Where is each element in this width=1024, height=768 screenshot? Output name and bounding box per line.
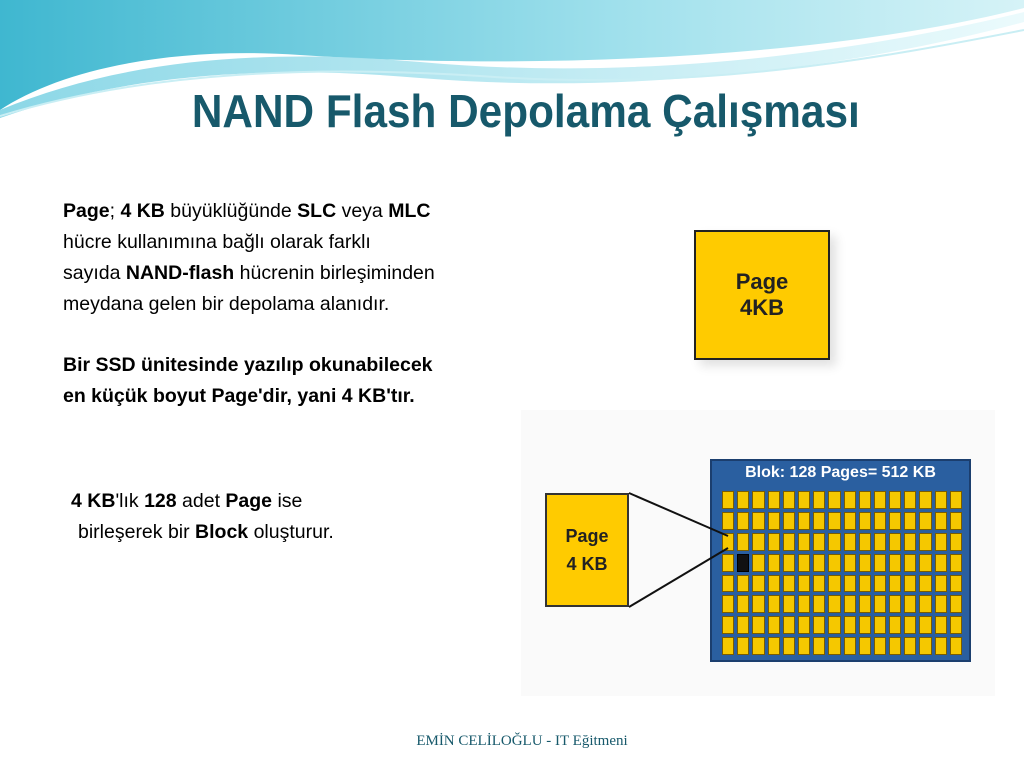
page-cell bbox=[844, 575, 856, 593]
term-4kb: 4 KB bbox=[120, 200, 165, 222]
page-cell bbox=[813, 512, 825, 530]
page-cell bbox=[859, 575, 871, 593]
page-cell bbox=[919, 491, 931, 509]
page-cell bbox=[737, 575, 749, 593]
page-cell bbox=[889, 533, 901, 551]
page-cell bbox=[844, 637, 856, 655]
text-run: ise bbox=[272, 490, 303, 512]
page-cell bbox=[844, 595, 856, 613]
page-cell bbox=[889, 637, 901, 655]
page-cell bbox=[950, 491, 962, 509]
page-cell bbox=[859, 491, 871, 509]
page-cell bbox=[919, 512, 931, 530]
page-cell bbox=[904, 616, 916, 634]
page-cell bbox=[859, 616, 871, 634]
text-run: veya bbox=[336, 200, 389, 222]
page-cell bbox=[783, 616, 795, 634]
page-cell bbox=[722, 512, 734, 530]
page-cell bbox=[752, 512, 764, 530]
page-box-size: 4KB bbox=[739, 295, 784, 320]
page-cell bbox=[768, 533, 780, 551]
text-run: hücrenin birleşiminden bbox=[234, 262, 435, 284]
page-cell bbox=[768, 512, 780, 530]
page-cell bbox=[889, 491, 901, 509]
page-cell bbox=[828, 595, 840, 613]
page-cell bbox=[874, 554, 886, 572]
page-cell bbox=[737, 512, 749, 530]
page-cell bbox=[844, 616, 856, 634]
page-cell bbox=[798, 533, 810, 551]
term-4kb: 4 KB bbox=[71, 490, 116, 512]
page-box-label: Page bbox=[735, 269, 789, 294]
page-cell bbox=[813, 554, 825, 572]
page-cell bbox=[935, 554, 947, 572]
page-cell bbox=[768, 595, 780, 613]
page-cell bbox=[783, 512, 795, 530]
page-cell bbox=[889, 512, 901, 530]
page-cell bbox=[798, 491, 810, 509]
page-cell bbox=[798, 595, 810, 613]
page-cell bbox=[798, 512, 810, 530]
page-cell bbox=[813, 533, 825, 551]
page-cell bbox=[737, 595, 749, 613]
page-cell bbox=[919, 575, 931, 593]
page-cell bbox=[874, 512, 886, 530]
page-cell bbox=[950, 637, 962, 655]
page-cell bbox=[752, 533, 764, 551]
page-cell bbox=[935, 595, 947, 613]
term-nand-flash: NAND-flash bbox=[125, 262, 235, 284]
text-run: ; bbox=[109, 200, 121, 222]
page-cell bbox=[904, 554, 916, 572]
page-cell bbox=[828, 533, 840, 551]
page-cell bbox=[889, 554, 901, 572]
page-cell bbox=[904, 575, 916, 593]
page-cell bbox=[859, 533, 871, 551]
text-run: hücre kullanımına bağlı olarak farklı bbox=[63, 231, 371, 253]
page-cell bbox=[813, 595, 825, 613]
page-cell bbox=[919, 616, 931, 634]
page-cell bbox=[874, 637, 886, 655]
page-cell bbox=[783, 575, 795, 593]
page-cell bbox=[813, 575, 825, 593]
page-cell bbox=[737, 637, 749, 655]
page-cell bbox=[828, 637, 840, 655]
diagram-block bbox=[710, 459, 971, 662]
page-cell bbox=[828, 575, 840, 593]
page-cell bbox=[722, 616, 734, 634]
page-cell bbox=[752, 575, 764, 593]
page-cell bbox=[783, 637, 795, 655]
slide-footer: EMİN CELİLOĞLU - IT Eğitmeni bbox=[416, 733, 628, 749]
page-cell bbox=[919, 637, 931, 655]
page-cell bbox=[752, 595, 764, 613]
page-cell bbox=[919, 554, 931, 572]
page-cell bbox=[859, 595, 871, 613]
block-description-paragraph bbox=[71, 486, 451, 548]
page-cell bbox=[737, 533, 749, 551]
page-cell bbox=[752, 554, 764, 572]
page-cell bbox=[904, 512, 916, 530]
page-cell bbox=[798, 554, 810, 572]
page-cell bbox=[722, 554, 734, 572]
page-cell bbox=[737, 616, 749, 634]
page-cell bbox=[950, 575, 962, 593]
page-cell bbox=[844, 491, 856, 509]
page-cell bbox=[904, 595, 916, 613]
page-cell bbox=[813, 616, 825, 634]
page-cell bbox=[950, 595, 962, 613]
page-cell bbox=[768, 575, 780, 593]
page-cell bbox=[889, 575, 901, 593]
page-cell bbox=[752, 616, 764, 634]
page-cell bbox=[950, 554, 962, 572]
page-cell bbox=[783, 533, 795, 551]
page-cell bbox=[813, 491, 825, 509]
page-cell bbox=[828, 554, 840, 572]
text-run: büyüklüğünde bbox=[164, 200, 298, 222]
page-cell bbox=[935, 575, 947, 593]
page-cell bbox=[783, 554, 795, 572]
page-cell bbox=[950, 512, 962, 530]
page-cell bbox=[737, 554, 749, 572]
text-run: sayıda bbox=[63, 262, 126, 284]
page-cell bbox=[768, 554, 780, 572]
page-cell bbox=[722, 595, 734, 613]
page-cell bbox=[783, 595, 795, 613]
block-title: Blok: 128 Pages= 512 KB bbox=[745, 464, 936, 481]
page-cell bbox=[919, 533, 931, 551]
term-mlc: MLC bbox=[388, 200, 431, 222]
page-cell bbox=[828, 616, 840, 634]
term-block: Block bbox=[195, 521, 249, 543]
text-line bbox=[71, 521, 334, 543]
page-cell bbox=[935, 616, 947, 634]
page-cell bbox=[828, 491, 840, 509]
text-run: meydana gelen bir depolama alanıdır. bbox=[63, 293, 390, 315]
page-cell bbox=[737, 491, 749, 509]
page-4kb-illustration bbox=[694, 230, 830, 360]
page-cell bbox=[844, 512, 856, 530]
term-page: Page bbox=[63, 200, 110, 222]
text-run: 'lık bbox=[115, 490, 145, 512]
page-cell bbox=[813, 637, 825, 655]
page-cell bbox=[874, 575, 886, 593]
smallest-unit-paragraph bbox=[63, 350, 563, 412]
page-cell bbox=[844, 533, 856, 551]
page-cell bbox=[904, 637, 916, 655]
page-description-paragraph bbox=[63, 196, 563, 320]
text-run: oluşturur. bbox=[248, 521, 334, 543]
page-cell bbox=[828, 512, 840, 530]
page-cell bbox=[722, 533, 734, 551]
page-cell bbox=[768, 616, 780, 634]
page-cell bbox=[783, 491, 795, 509]
page-cell bbox=[768, 491, 780, 509]
diagram-page-size: 4 KB bbox=[566, 554, 608, 574]
page-cell bbox=[874, 595, 886, 613]
page-cell bbox=[889, 616, 901, 634]
page-cell bbox=[889, 595, 901, 613]
page-cell bbox=[935, 637, 947, 655]
page-cell bbox=[752, 637, 764, 655]
page-cell bbox=[844, 554, 856, 572]
page-cell bbox=[874, 533, 886, 551]
page-cell bbox=[798, 637, 810, 655]
page-cell bbox=[768, 637, 780, 655]
term-page: Page bbox=[225, 490, 273, 512]
page-cell bbox=[904, 533, 916, 551]
page-cell bbox=[935, 491, 947, 509]
page-cell bbox=[722, 637, 734, 655]
page-cell bbox=[752, 491, 764, 509]
term-slc: SLC bbox=[297, 200, 337, 222]
text-run: adet bbox=[176, 490, 226, 512]
text-line: Bir SSD ünitesinde yazılıp okunabilecek bbox=[63, 354, 433, 376]
block-page-grid bbox=[722, 491, 962, 655]
text-run: birleşerek bir bbox=[78, 521, 196, 543]
page-cell bbox=[859, 512, 871, 530]
page-cell bbox=[722, 575, 734, 593]
page-cell bbox=[859, 637, 871, 655]
diagram-page-box bbox=[545, 493, 629, 607]
page-cell bbox=[722, 491, 734, 509]
slide-title: NAND Flash Depolama Çalışması bbox=[191, 85, 860, 137]
page-cell bbox=[798, 616, 810, 634]
diagram-page-label: Page bbox=[565, 526, 609, 546]
page-cell bbox=[798, 575, 810, 593]
page-cell bbox=[874, 616, 886, 634]
page-cell bbox=[935, 533, 947, 551]
page-cell bbox=[874, 491, 886, 509]
term-128: 128 bbox=[144, 490, 177, 512]
page-cell bbox=[919, 595, 931, 613]
page-cell bbox=[950, 533, 962, 551]
text-line: en küçük boyut Page'dir, yani 4 KB'tır. bbox=[63, 385, 415, 407]
page-cell bbox=[904, 491, 916, 509]
page-cell bbox=[935, 512, 947, 530]
page-cell bbox=[859, 554, 871, 572]
page-cell bbox=[950, 616, 962, 634]
